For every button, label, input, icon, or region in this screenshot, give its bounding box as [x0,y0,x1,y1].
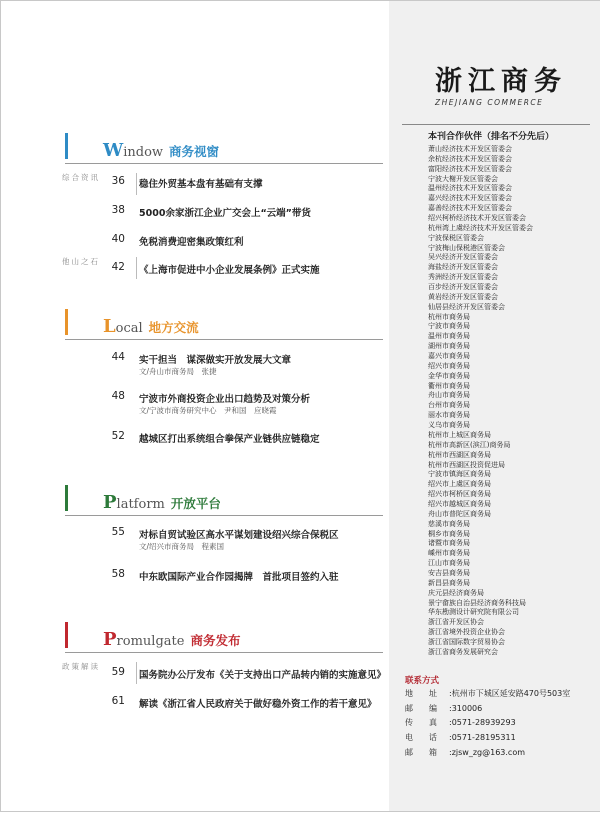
section-window [61,133,379,159]
article-title: 《上海市促进中小企业发展条例》正式实施 [139,265,320,276]
partner-item: 吴兴经济开发区管委会 [428,253,498,262]
partner-item: 绍兴柯桥经济技术开发区管委会 [428,214,526,223]
partner-item: 浙江省国际数字贸易协会 [428,637,505,646]
partner-item: 海盐经济开发区管委会 [428,263,498,272]
section-color-bar [65,622,68,648]
section-title [103,492,221,513]
partner-item: 宁波大榭开发区管委会 [428,174,498,183]
partner-item: 宁波梅山保税港区管委会 [428,243,505,252]
partner-item: 宁波市商务局 [428,322,470,331]
contact-value: :310006 [449,703,483,713]
category-label: 政策解读 [62,662,100,671]
partner-item: 慈溪市商务局 [428,519,470,528]
section-title-initial: L [103,316,116,337]
section-title [103,629,240,650]
article-title: 国务院办公厅发布《关于支持出口产品转内销的实施意见》 [139,670,387,681]
partner-item: 宁波市镇海区商务局 [428,470,491,479]
contact-label: 电 话 [405,733,437,743]
section-title-rest: latform [116,497,165,512]
partner-item: 黄岩经济开发区管委会 [428,292,498,301]
article-title: 对标自贸试验区高水平谋划建设绍兴综合保税区 [139,530,339,541]
partner-item: 华东勘测设计研究院有限公司 [428,608,519,617]
section-local [61,309,379,335]
partner-item: 嘉兴经济技术开发区管委会 [428,194,512,203]
article-byline: 文/舟山市商务局 张捷 [139,367,217,376]
section-title-cn: 开放平台 [170,496,221,511]
page-number: 61 [111,695,125,707]
page-number: 40 [111,233,125,245]
page-number: 52 [111,430,125,442]
contact-row [405,731,570,746]
partner-item: 衢州市商务局 [428,381,470,390]
page-number: 42 [111,261,125,273]
contact-value: :杭州市下城区延安路470号503室 [449,689,571,698]
section-header [61,485,379,511]
partner-item: 嘉兴市商务局 [428,352,470,361]
article-title: 稳住外贸基本盘有基础有支撑 [139,179,263,190]
partner-item: 桐乡市商务局 [428,529,470,538]
page-number: 38 [111,204,125,216]
section-title-rest: romulgate [116,634,185,649]
partners-heading: 本刊合作伙伴（排名不分先后） [428,132,555,142]
contact-label: 邮 箱 [405,747,437,757]
section-color-bar [65,133,68,159]
section-color-bar [65,309,68,335]
partner-item: 江山市商务局 [428,559,470,568]
partner-item: 杭州市西湖区投资促进局 [428,460,505,469]
partner-item: 台州市商务局 [428,401,470,410]
partner-item: 嵊州市商务局 [428,549,470,558]
article-byline: 文/宁波市商务研究中心 尹和国 应晓霞 [139,406,277,415]
article-title: 解读《浙江省人民政府关于做好稳外资工作的若干意见》 [139,699,377,710]
article-title: 免税消费迎密集政策红利 [139,237,244,248]
section-divider [65,339,383,340]
section-title-initial: P [103,492,117,513]
contact-row [405,716,570,731]
partner-item: 宁波保税区管委会 [428,233,484,242]
masthead [435,59,567,107]
partner-item: 绍兴市商务局 [428,361,470,370]
article-title: 实干担当 谋深做实开放发展大文章 [139,355,292,366]
contact-info [405,687,570,760]
section-divider [65,163,383,164]
category-divider [136,173,137,195]
masthead-divider [402,124,590,125]
page-number: 55 [111,526,125,538]
partner-item: 舟山市普陀区商务局 [428,509,491,518]
section-title-rest: indow [123,145,164,160]
page-number: 44 [111,351,125,363]
partner-item: 浙江省开发区协会 [428,618,484,627]
section-title-initial: P [103,629,117,650]
section-title-cn: 地方交流 [148,320,199,335]
partner-item: 仙居县经济开发区管委会 [428,302,505,311]
partner-item: 杭州市高新区(滨江)商务局 [428,440,511,449]
partner-item: 萧山经济技术开发区管委会 [428,145,512,153]
partner-item: 杭州市商务局 [428,312,470,321]
article-title: 5000余家浙江企业广交会上“云端”带货 [139,208,311,219]
masthead-title-en: ZHEJIANG COMMERCE [435,98,544,107]
partner-item: 丽水市商务局 [428,411,470,420]
partner-item: 杭州市西湖区商务局 [428,450,491,459]
partner-item: 秀洲经济开发区管委会 [428,273,498,282]
section-header [61,309,379,335]
contents-column [1,1,389,813]
contact-row [405,687,570,702]
contact-label: 地 址 [405,689,437,698]
section-title-rest: ocal [115,321,143,336]
article-title: 中东欧国际产业合作园揭牌 首批项目签约入驻 [139,572,339,583]
article-title: 宁波市外商投资企业出口趋势及对策分析 [139,394,311,405]
partner-item: 嘉善经济技术开发区管委会 [428,204,512,213]
partner-item: 浙江省商务发展研究会 [428,647,498,656]
partner-item: 绍兴市上虞区商务局 [428,480,491,489]
section-title [103,140,219,161]
partner-item: 杭州市上城区商务局 [428,430,491,439]
partner-item: 诸暨市商务局 [428,539,470,548]
partner-item: 舟山市商务局 [428,391,470,400]
contact-row [405,746,570,761]
partner-item: 绍兴市越城区商务局 [428,499,491,508]
category-label: 综合资讯 [62,173,100,182]
partner-item: 新昌县商务局 [428,578,470,587]
section-color-bar [65,485,68,511]
category-divider [136,257,137,279]
partner-item: 杭州湾上虞经济技术开发区管委会 [428,223,533,232]
page-number: 59 [111,666,125,678]
page-number: 48 [111,390,125,402]
section-title-cn: 商务发布 [190,633,241,648]
partner-item: 庆元县经济商务局 [428,588,484,597]
contact-label: 邮 编 [405,703,437,713]
partner-item: 湖州市商务局 [428,342,470,351]
contact-heading: 联系方式 [405,676,440,686]
section-title-cn: 商务视窗 [169,144,220,159]
section-title [103,316,199,337]
partner-item: 金华市商务局 [428,371,470,380]
contact-row [405,702,570,717]
partners-list [428,145,533,658]
contact-value: :0571-28195311 [449,733,516,743]
page-number: 36 [111,175,125,187]
masthead-title-cn: 浙江商务 [435,66,567,97]
section-promulgate [61,622,379,648]
article-title: 越城区打出系统组合拳保产业链供应链稳定 [139,434,320,445]
section-title-initial: W [103,140,124,161]
partner-item: 百步经济开发区管委会 [428,283,498,292]
category-divider [136,662,137,684]
contact-label: 传 真 [405,718,437,728]
section-divider [65,515,383,516]
partner-item: 绍兴市柯桥区商务局 [428,490,491,499]
section-header [61,622,379,648]
section-platform [61,485,379,511]
category-label: 他山之石 [62,257,100,266]
partner-item: 富阳经济技术开发区管委会 [428,164,512,173]
section-header [61,133,379,159]
partner-item: 温州市商务局 [428,332,470,341]
partner-item: 温州经济技术开发区管委会 [428,184,512,193]
partner-item: 义乌市商务局 [428,421,470,430]
contact-value: :zjsw_zg@163.com [449,747,526,757]
partner-item: 余杭经济技术开发区管委会 [428,154,512,163]
section-divider [65,652,383,653]
partner-item: 安吉县商务局 [428,568,470,577]
page-number: 58 [111,568,125,580]
article-byline: 文/绍兴市商务局 程素国 [139,542,225,551]
partner-item: 浙江省境外投资企业协会 [428,628,505,637]
partner-item: 景宁畲族自治县经济商务科技局 [428,598,526,607]
contact-value: :0571-28939293 [449,718,516,728]
